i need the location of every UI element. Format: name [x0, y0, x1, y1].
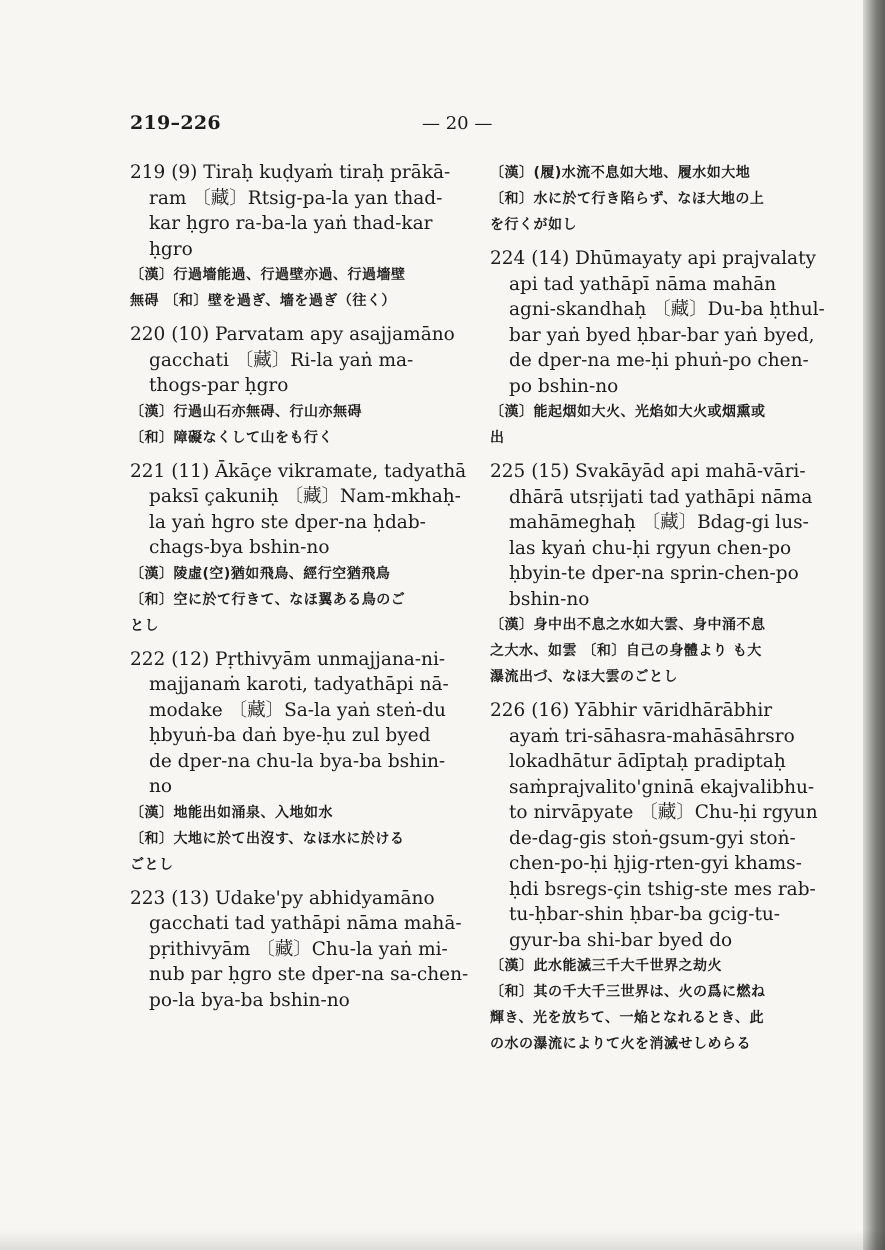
- verse-line: api tad yathāpī nāma mahān: [509, 273, 777, 295]
- translation-line: 〔漢〕身中出不息之水如大雲、身中涌不息: [490, 617, 766, 633]
- verse-entry: [490, 698, 825, 1057]
- verse-line: de-dag-gis stoṅ-gsum-gyi stoṅ-: [509, 827, 796, 849]
- verse-line: gacchati tad yathāpi nāma mahā-: [149, 913, 462, 934]
- translation-line: 〔和〕障礙なくして山をも行く: [130, 429, 333, 446]
- translation-line: 〔漢〕行過山石亦無碍、行山亦無碍: [130, 403, 362, 420]
- translation-line: 〔漢〕此水能滅三千大千世界之劫火: [490, 958, 722, 974]
- translation-line: 輝き、光を放ちて、一焔となれるとき、此: [490, 1010, 764, 1026]
- translation-line: 瀑流出づ、なほ大雲のごとし: [490, 669, 678, 685]
- translation-line: 之大水、如雲 〔和〕自己の身體より も大: [490, 643, 762, 659]
- verse-line: no: [149, 776, 173, 797]
- verse-line: paksī çakuniḥ 〔藏〕Nam-mkhaḥ-: [149, 486, 461, 507]
- book-spine-shadow: [863, 0, 885, 1250]
- verse-line: ayaṁ tri-sāhasra-mahāsāhrsro: [509, 725, 795, 747]
- verse-line: nub par ḥgro ste dper-na sa-chen-: [149, 964, 469, 985]
- translation-line: を行くが如し: [490, 217, 577, 233]
- verse-line: po-la bya-ba bshin-no: [149, 989, 350, 1011]
- verse-line: de dper-na chu-la bya-ba bshin-: [149, 750, 446, 772]
- verse-line: ḥbyuṅ-ba daṅ bye-ḥu zul byed: [149, 725, 431, 746]
- verse-line: chags-bya bshin-no: [149, 537, 330, 558]
- translation-line: 〔漢〕能起烟如大火、光焰如大火或烟熏或: [490, 404, 766, 420]
- verse-line: 223 (13) Udake'py abhidyamāno: [130, 887, 435, 909]
- verse-line: gyur-ba shi-bar byed do: [509, 929, 733, 951]
- verse-line: gacchati 〔藏〕Ri-la yaṅ ma-: [149, 349, 414, 371]
- bottom-edge-shadow: [0, 1230, 885, 1250]
- verse-line: pṛithivyām 〔藏〕Chu-la yaṅ mi-: [149, 938, 448, 960]
- verse-line: modake 〔藏〕Sa-la yaṅ steṅ-du: [149, 699, 446, 721]
- verse-line: thogs-par ḥgro: [149, 375, 289, 396]
- verse-line: 226 (16) Yābhir vāridhārābhir: [490, 700, 773, 721]
- translation-line: の水の瀑流によりて火を消滅せしめらる: [490, 1036, 751, 1052]
- verse-line: ram 〔藏〕Rtsig-pa-la yan thad-: [149, 187, 443, 209]
- translation-line: 〔漢〕(履)水流不息如大地、履水如大地: [490, 165, 751, 181]
- verse-line: agni-skandhaḥ 〔藏〕Du-ba ḥthul-: [509, 299, 825, 320]
- translation-line: 〔漢〕行過墻能過、行過壁亦過、行過墻壁: [130, 267, 406, 283]
- verse-entry: [490, 459, 825, 690]
- verse-line: la yaṅ hgro ste dper-na ḥdab-: [149, 511, 426, 533]
- verse-line: to nirvāpyate 〔藏〕Chu-ḥi rgyun: [509, 802, 818, 823]
- translation-line: 〔和〕水に於て行き陷らず、なほ大地の上: [490, 191, 765, 207]
- translation-line: 〔和〕大地に於て出沒す、なほ水に於ける: [130, 830, 405, 847]
- left-column: [130, 160, 475, 1021]
- verse-line: 219 (9) Tiraḥ kuḍyaṁ tiraḥ prākā-: [130, 162, 451, 183]
- verse-line: ḥbyin-te dper-na sprin-chen-po: [509, 563, 799, 584]
- verse-line: bshin-no: [509, 588, 590, 610]
- right-column: [490, 160, 825, 1065]
- verse-line: saṁprajvalito'gninā ekajvalibhu-: [509, 776, 815, 798]
- verse-line: chen-po-ḥi ḥjig-rten-gyi khams-: [509, 853, 802, 874]
- translation-line: 〔漢〕陵虛(空)猶如飛鳥、經行空猶飛鳥: [130, 565, 391, 582]
- verse-entry: [130, 886, 475, 1014]
- translation-line: ごとし: [130, 856, 174, 873]
- verse-line: 221 (11) Ākāçe vikramate, tadyathā: [130, 460, 467, 482]
- verse-line: 225 (15) Svakāyād api mahā-vāri-: [490, 461, 806, 482]
- translation-line: 出: [490, 430, 505, 446]
- translation-line: 〔和〕其の千大千三世界は、火の爲に燃ね: [490, 984, 766, 1000]
- translation-line: とし: [130, 617, 159, 634]
- verse-line: dhārā utsṛijati tad yathāpi nāma: [509, 486, 813, 508]
- translation-line: 〔漢〕地能出如涌泉、入地如水: [130, 804, 333, 821]
- verse-line: 224 (14) Dhūmayaty api prajvalaty: [490, 248, 816, 269]
- verse-line: de dper-na me-ḥi phuṅ-po chen-: [509, 350, 809, 371]
- page-number: — 20 —: [422, 113, 493, 134]
- translation-line: 〔和〕空に於て行きて、なほ翼ある鳥のご: [130, 591, 406, 608]
- verse-line: majjanaṁ karoti, tadyathāpi nā-: [149, 674, 449, 695]
- verse-line: lokadhātur ādīptaḥ pradiptaḥ: [509, 751, 786, 772]
- verse-line: ḥdi bsregs-çin tshig-ste mes rab-: [509, 878, 816, 900]
- verse-line: tu-ḥbar-shin ḥbar-ba gcig-tu-: [509, 904, 781, 925]
- verse-entry: [490, 160, 825, 238]
- verse-entry: [130, 322, 475, 451]
- verse-line: po bshin-no: [509, 375, 619, 397]
- verse-line: ḥgro: [149, 238, 193, 260]
- verse-line: kar ḥgro ra-ba-la yaṅ thad-kar: [149, 213, 433, 234]
- verse-line: mahāmeghaḥ 〔藏〕Bdag-gi lus-: [509, 512, 809, 533]
- verse-line: bar yaṅ byed ḥbar-bar yaṅ byed,: [509, 324, 815, 346]
- verse-entry: [130, 160, 475, 314]
- verse-line: las kyaṅ chu-ḥi rgyun chen-po: [509, 537, 792, 559]
- section-range: 219–226: [130, 112, 221, 134]
- verse-entry: [490, 246, 825, 451]
- verse-line: 220 (10) Parvatam apy asajjamāno: [130, 324, 455, 345]
- verse-entry: [130, 459, 475, 639]
- verse-entry: [130, 647, 475, 878]
- translation-line: 無碍 〔和〕壁を過ぎ、墻を過ぎ（往く）: [130, 293, 396, 309]
- verse-line: 222 (12) Pṛthivyām unmajjana-ni-: [130, 648, 446, 670]
